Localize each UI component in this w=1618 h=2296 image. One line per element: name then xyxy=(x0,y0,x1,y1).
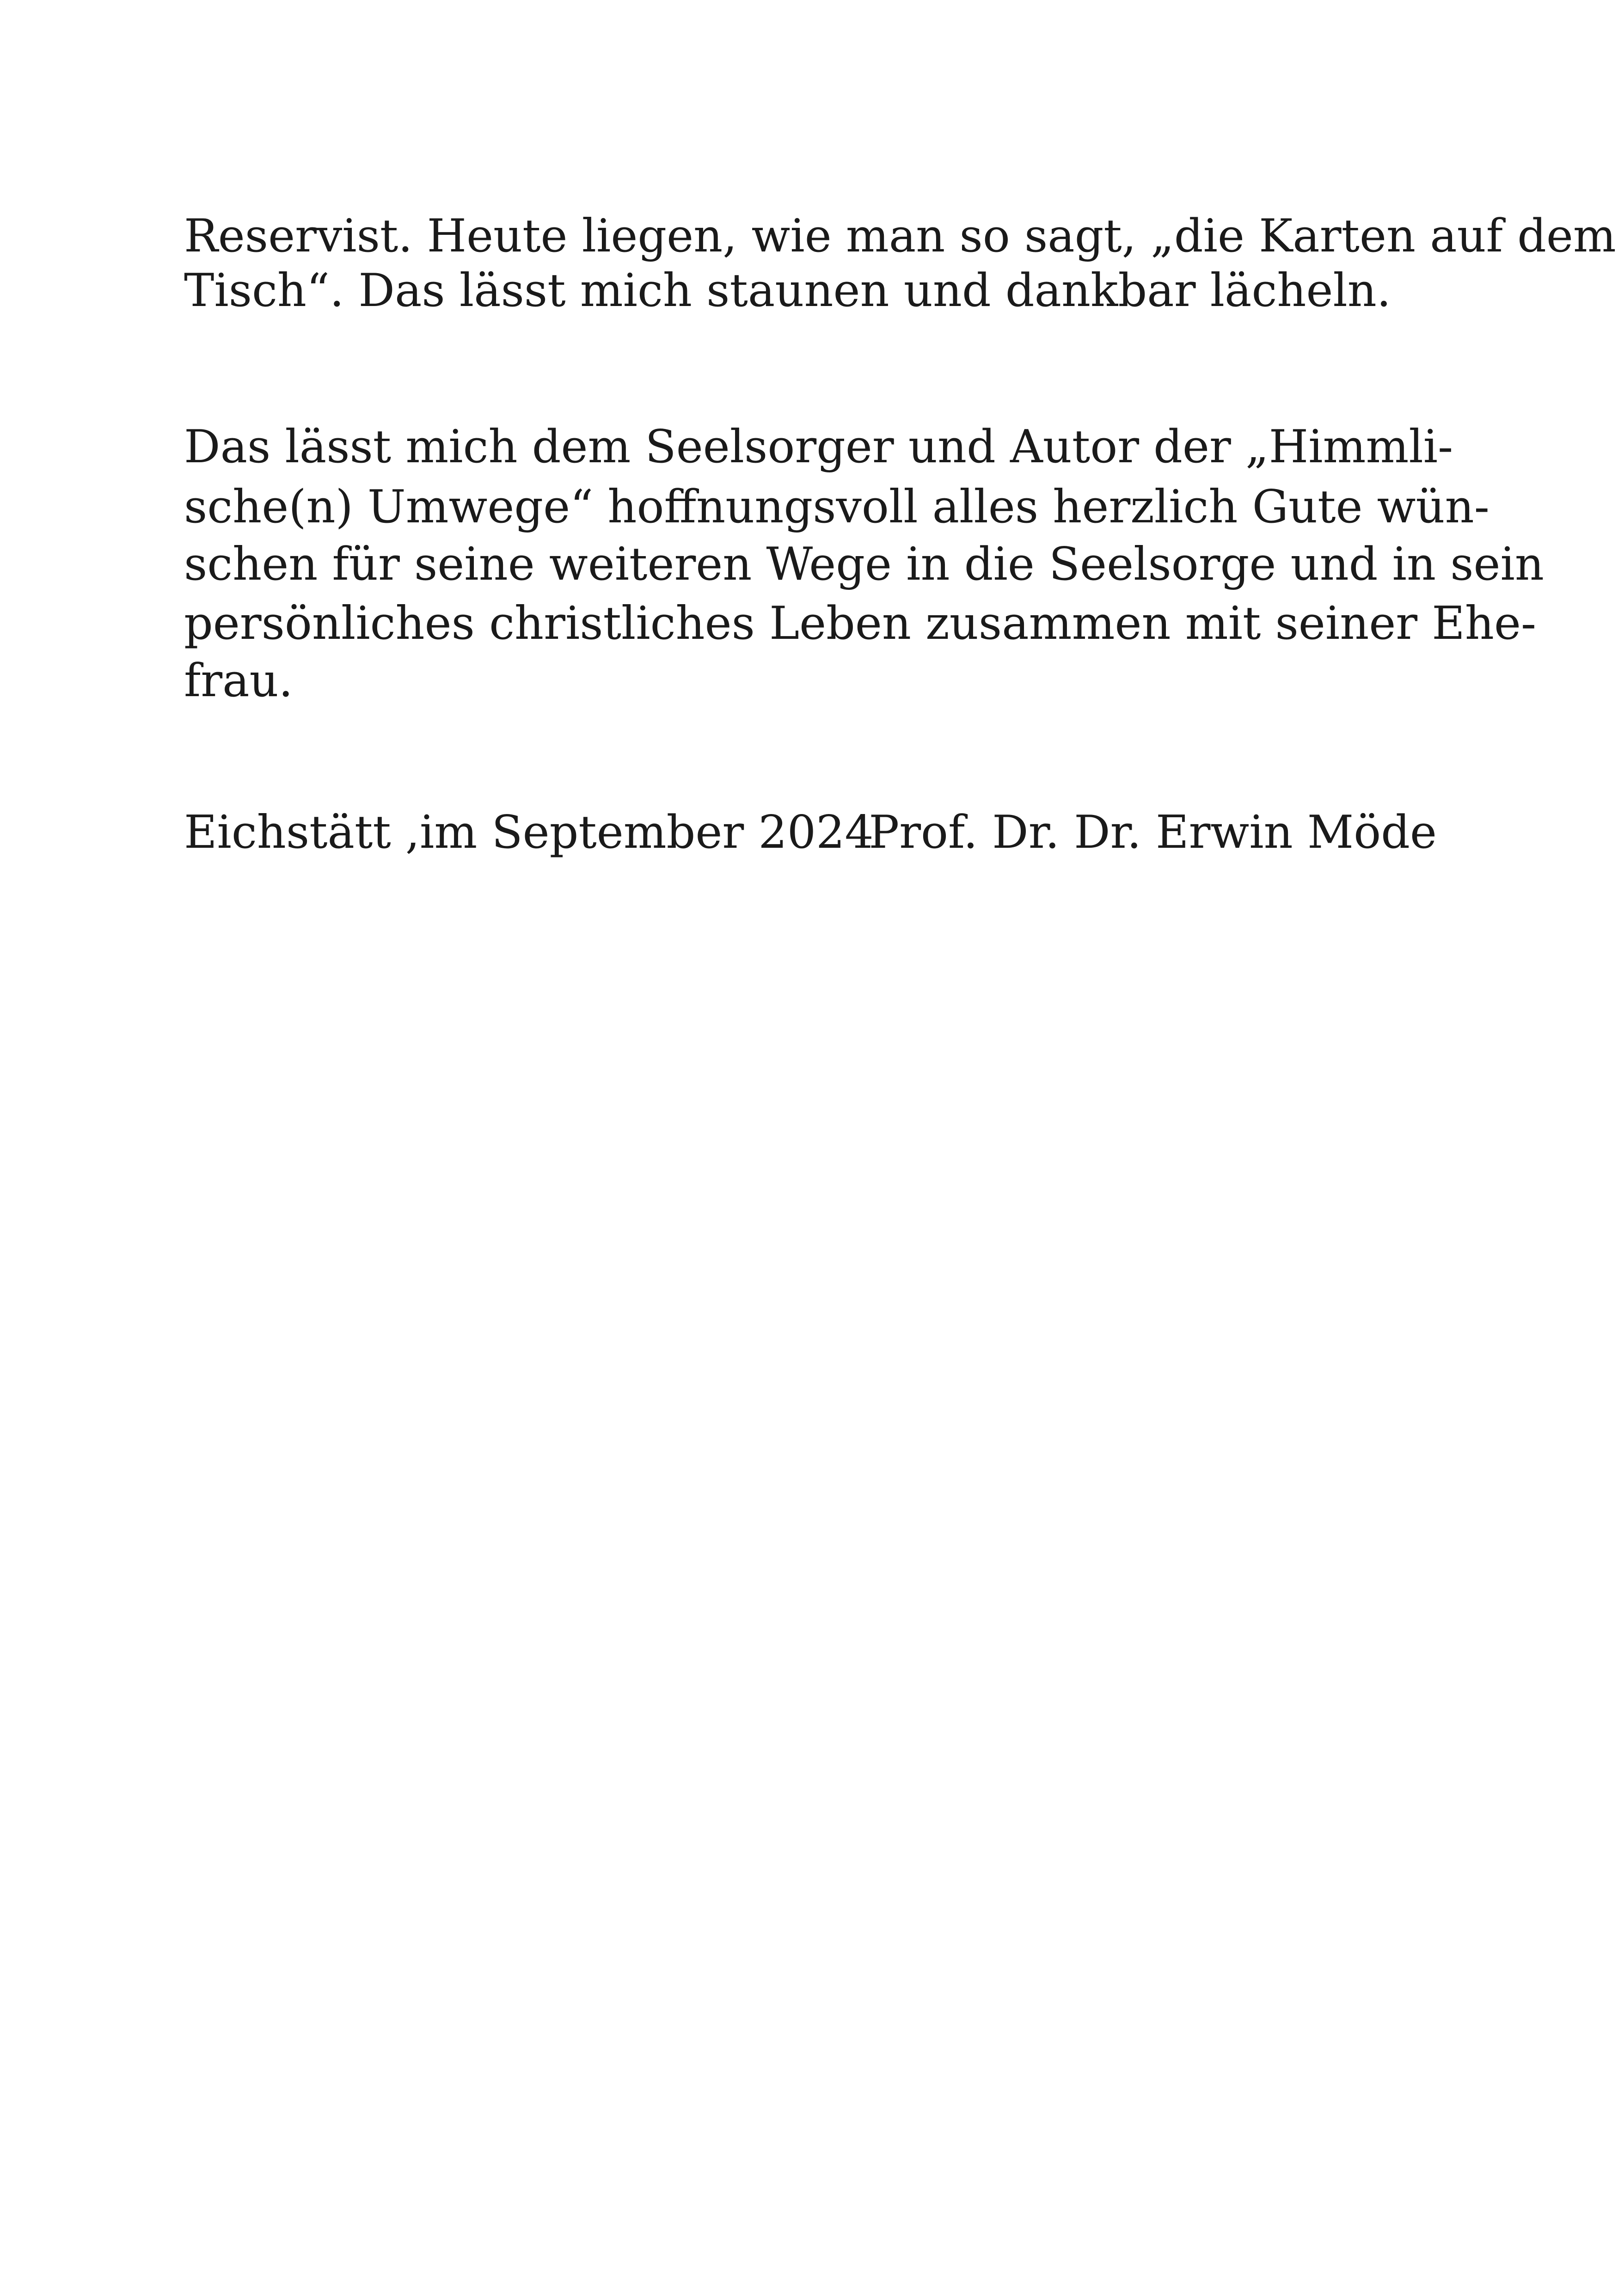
place-date: Eichstätt ,im September 2024 xyxy=(184,806,874,859)
paragraph-2-line-1: Das lässt mich dem Seelsorger und Autor der „Himmli- xyxy=(184,421,1453,473)
author-name: Prof. Dr. Dr. Erwin Möde xyxy=(869,806,1437,859)
paragraph-2-line-4: persönliches christliches Leben zusammen mit seiner Ehe- xyxy=(184,597,1537,650)
paragraph-2-line-2: sche(n) Umwege“ hoffnungsvoll alles herzlich Gute wün- xyxy=(184,481,1489,533)
paragraph-1-line-2: Tisch“. Das lässt mich staunen und dankbar lächeln. xyxy=(184,264,1391,317)
paragraph-2-line-5: frau. xyxy=(184,655,293,707)
paragraph-1-line-1: Reservist. Heute liegen, wie man so sagt, „die Karten auf dem xyxy=(184,210,1616,263)
paragraph-2-line-3: schen für seine weiteren Wege in die Seelsorge und in sein xyxy=(184,538,1544,591)
